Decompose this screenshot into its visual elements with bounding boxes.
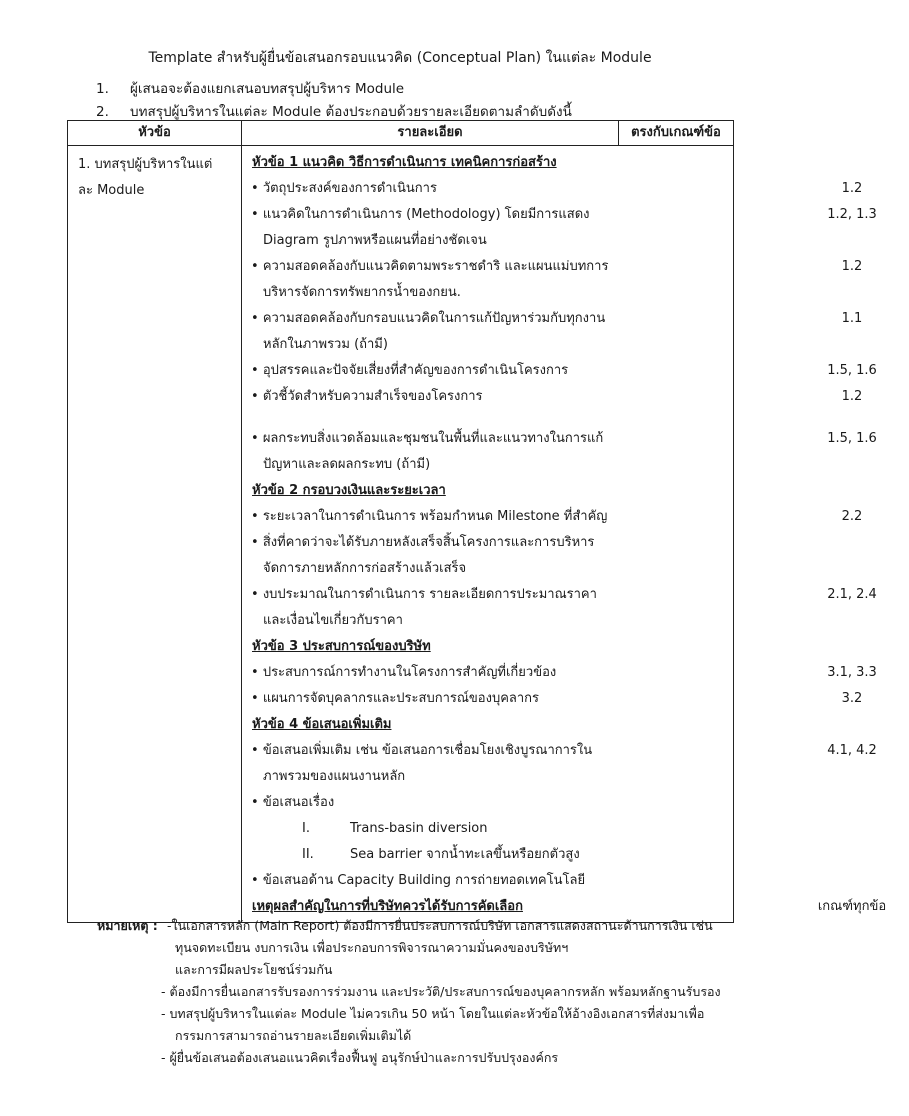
criteria-ref: 3.1, 3.3	[827, 665, 877, 680]
topic-line-1: 1. บทสรุปผู้บริหารในแต่	[78, 157, 213, 172]
detail-text: หลักในภาพรวม (ถ้ามี)	[263, 337, 388, 352]
notes-label: หมายเหตุ :	[97, 918, 158, 933]
page-title: Template สำหรับผู้ยื่นข้อเสนอกรอบแนวคิด (Conceptual Plan) ในแต่ละ Module	[148, 50, 652, 66]
detail-line	[242, 790, 733, 816]
criteria-ref: 1.2	[841, 389, 863, 404]
criteria-ref: 1.1	[841, 311, 863, 326]
detail-text: • ข้อเสนอเพิ่มเติม เช่น ข้อเสนอการเชื่อมโยงเชิงบูรณาการใน	[251, 738, 592, 764]
detail-line	[242, 176, 863, 202]
detail-line	[242, 660, 877, 686]
detail-text: หัวข้อ 4 ข้อเสนอเพิ่มเติม	[252, 717, 392, 732]
intro-item-1	[96, 77, 404, 99]
criteria-ref: 1.2	[841, 259, 863, 274]
intro-text: บทสรุปผู้บริหารในแต่ละ Module ต้องประกอบด้วยรายละเอียดตามลำดับดังนี้	[130, 104, 572, 120]
detail-text: • ข้อเสนอเรื่อง	[251, 790, 334, 816]
intro-number: 2.	[96, 104, 109, 120]
detail-text: • ผลกระทบสิ่งแวดล้อมและชุมชนในพื้นที่และแนวทางในการแก้	[251, 426, 603, 452]
detail-line	[242, 686, 863, 712]
intro-number: 1.	[96, 81, 109, 97]
detail-line	[242, 504, 863, 530]
note-text: - ผู้ยื่นข้อเสนอต้องเสนอแนวคิดเรื่องฟื้นฟู อนุรักษ์ป่าและการปรับปรุงองค์กร	[161, 1050, 559, 1065]
detail-text: หัวข้อ 3 ประสบการณ์ของบริษัท	[252, 639, 431, 654]
criteria-ref: 4.1, 4.2	[827, 743, 877, 758]
criteria-ref: 1.5, 1.6	[827, 363, 877, 378]
note-text: -ในเอกสารหลัก (Main Report) ต้องมีการยื่นประสบการณ์บริษัท เอกสารแสดงสถานะด้านการเงิน เช่น	[167, 918, 713, 933]
section-heading	[242, 712, 733, 738]
detail-text: Trans-basin diversion	[350, 821, 488, 836]
note-text: กรรมการสามารถอ่านรายละเอียดเพิ่มเติมได้	[175, 1028, 412, 1043]
detail-lines	[242, 150, 887, 920]
section-heading	[242, 478, 733, 504]
roman-numeral: II.	[302, 847, 314, 862]
detail-line	[242, 228, 733, 254]
detail-line	[242, 332, 733, 358]
note-text: - บทสรุปผู้บริหารในแต่ละ Module ไม่ควรเกิน 50 หน้า โดยในแต่ละหัวข้อให้อ้างอิงเอกสารที่ส่งมาเพื่อ	[161, 1006, 705, 1021]
detail-text: • ความสอดคล้องกับกรอบแนวคิดในการแก้ปัญหาร่วมกับทุกงาน	[251, 306, 605, 332]
detail-text: ปัญหาและลดผลกระทบ (ถ้ามี)	[263, 457, 431, 472]
detail-text: หัวข้อ 1 แนวคิด วิธีการดำเนินการ เทคนิคการก่อสร้าง	[252, 155, 557, 170]
detail-line	[242, 816, 733, 842]
detail-line	[242, 738, 877, 764]
detail-line	[242, 254, 863, 280]
detail-line	[242, 280, 733, 306]
detail-text: หัวข้อ 2 กรอบวงเงินและระยะเวลา	[252, 483, 446, 498]
table-header-row	[68, 121, 734, 146]
detail-text: เหตุผลสำคัญในการที่บริษัทควรได้รับการคัดเลือก	[252, 899, 523, 914]
detail-line	[242, 764, 733, 790]
header-topic: หัวข้อ	[68, 121, 242, 146]
header-criteria: ตรงกับเกณฑ์ข้อ	[619, 121, 734, 146]
detail-line	[242, 384, 863, 410]
detail-line	[242, 306, 863, 332]
detail-text: • ประสบการณ์การทำงานในโครงการสำคัญที่เกี่ยวข้อง	[251, 660, 556, 686]
detail-text: • แผนการจัดบุคลากรและประสบการณ์ของบุคลากร	[251, 686, 539, 712]
criteria-ref: เกณฑ์ทุกข้อ	[817, 899, 887, 914]
topic-line-2: ละ Module	[78, 183, 145, 198]
detail-line	[242, 530, 733, 556]
spacer	[242, 410, 733, 426]
detail-text: • ข้อเสนอด้าน Capacity Building การถ่ายทอดเทคโนโลยี	[251, 868, 585, 894]
note-text: ทุนจดทะเบียน งบการเงิน เพื่อประกอบการพิจารณาความมั่นคงของบริษัทฯ	[175, 940, 569, 955]
criteria-ref: 2.2	[841, 509, 863, 524]
detail-text: • ตัวชี้วัดสำหรับความสำเร็จของโครงการ	[251, 384, 483, 410]
section-heading	[242, 634, 733, 660]
detail-line	[242, 452, 733, 478]
detail-text: • อุปสรรคและปัจจัยเสี่ยงที่สำคัญของการดำเนินโครงการ	[251, 358, 568, 384]
detail-line	[242, 556, 733, 582]
note-text: - ต้องมีการยื่นเอกสารรับรองการร่วมงาน และประวัติ/ประสบการณ์ของบุคลากรหลัก พร้อมหลักฐานรับรอง	[161, 984, 721, 999]
criteria-ref: 1.2, 1.3	[827, 207, 877, 222]
roman-item	[302, 842, 580, 868]
detail-text: • สิ่งที่คาดว่าจะได้รับภายหลังเสร็จสิ้นโครงการและการบริหาร	[251, 530, 594, 556]
detail-text: • วัตถุประสงค์ของการดำเนินการ	[251, 176, 437, 202]
roman-item	[302, 816, 488, 842]
detail-text: • แนวคิดในการดำเนินการ (Methodology) โดยมีการแสดง	[251, 202, 590, 228]
intro-text: ผู้เสนอจะต้องแยกเสนอบทสรุปผู้บริหาร Module	[130, 81, 405, 97]
detail-line	[242, 868, 733, 894]
detail-line	[242, 608, 733, 634]
detail-text: • ระยะเวลาในการดำเนินการ พร้อมกำหนด Milestone ที่สำคัญ	[251, 504, 607, 530]
detail-text: • งบประมาณในการดำเนินการ รายละเอียดการประมาณราคา	[251, 582, 597, 608]
detail-line	[242, 426, 877, 452]
detail-text: จัดการภายหลักการก่อสร้างแล้วเสร็จ	[263, 561, 467, 576]
detail-line	[242, 202, 877, 228]
criteria-ref: 2.1, 2.4	[827, 587, 877, 602]
table-body-row	[68, 146, 734, 923]
intro-item-2	[96, 100, 572, 122]
detail-line	[242, 358, 877, 384]
detail-text: ภาพรวมของแผนงานหลัก	[263, 769, 406, 784]
criteria-ref: 1.2	[841, 181, 863, 196]
header-detail: รายละเอียด	[242, 121, 619, 146]
criteria-ref: 1.5, 1.6	[827, 431, 877, 446]
criteria-ref: 3.2	[841, 691, 863, 706]
conceptual-plan-table	[67, 120, 887, 923]
detail-line	[242, 842, 733, 868]
detail-text: Sea barrier จากน้ำทะเลขึ้นหรือยกตัวสูง	[350, 847, 580, 862]
detail-text: • ความสอดคล้องกับแนวคิดตามพระราชดำริ และแผนแม่บทการ	[251, 254, 608, 280]
topic-cell	[68, 146, 242, 923]
detail-cell	[242, 146, 887, 923]
detail-text: Diagram รูปภาพหรือแผนที่อย่างชัดเจน	[263, 233, 487, 248]
note-text: และการมีผลประโยชน์ร่วมกัน	[175, 962, 333, 977]
detail-line	[242, 582, 877, 608]
section-heading	[242, 150, 733, 176]
detail-text: และเงื่อนไขเกี่ยวกับราคา	[263, 613, 403, 628]
roman-numeral: I.	[302, 821, 310, 836]
detail-text: บริหารจัดการทรัพยากรน้ำของกยน.	[263, 285, 461, 300]
